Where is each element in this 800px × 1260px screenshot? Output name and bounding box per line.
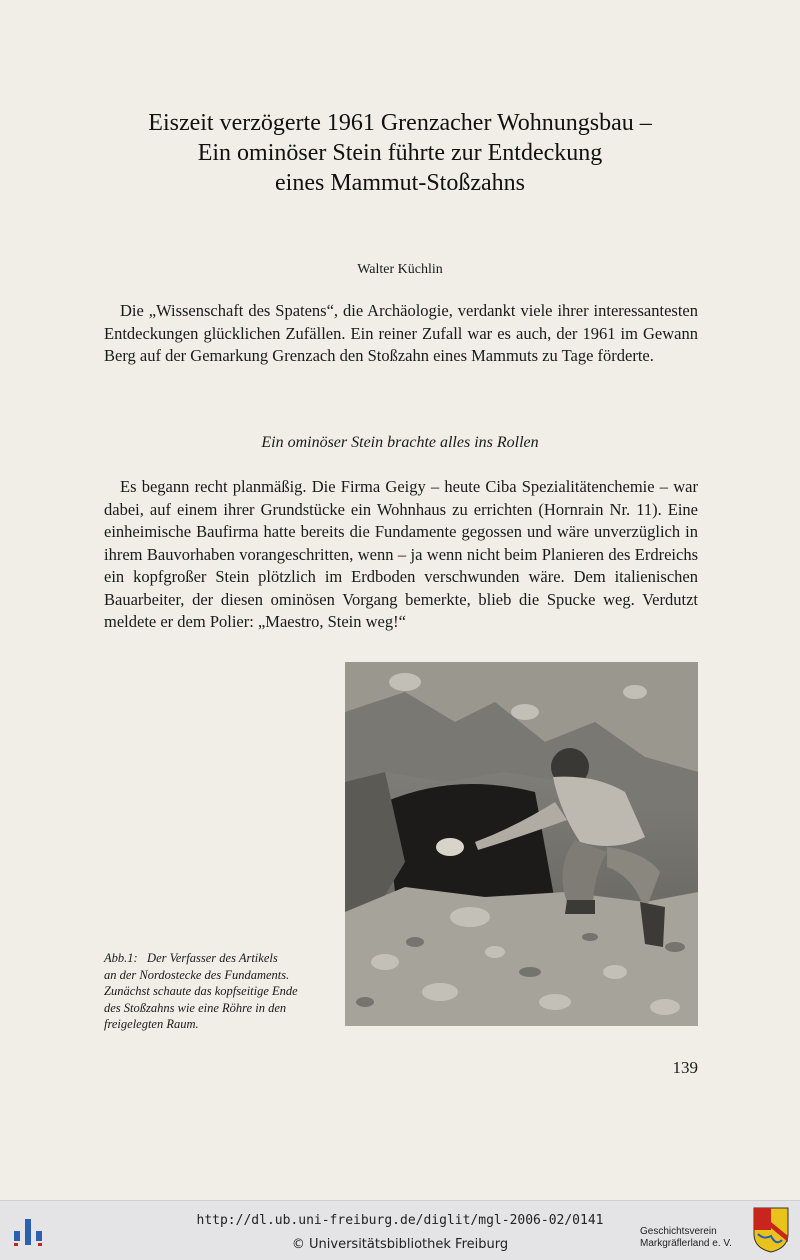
excavation-photo-image	[345, 662, 698, 1026]
excavation-photo	[345, 662, 698, 1026]
society-name	[640, 1226, 732, 1250]
caption-line-3: Zunächst schaute das kopfseitige Ende	[104, 984, 298, 998]
caption-line-5: freigelegten Raum.	[104, 1017, 199, 1031]
paragraph-story: Es begann recht planmäßig. Die Firma Geigy – heute Ciba Spezialitätenchemie – war dabei, auf einem ihrer Grundstücke ein Wohnhaus zu errichten (Hornrain Nr. 11). Eine einheimische Baufirma hatte bereits die Fundamente gegossen und wäre unverzüglich in ihrem Bauvorhaben vorangeschritten, wenn – ja wenn nicht beim Planieren des Erdreichs ein kopfgroßer Stein plötzlich im Erdboden verschwunden wäre. Dem italienischen Bauarbeiter, der diesen ominösen Vorgang bemerkte, blieb die Spucke weg. Verdutzt meldete er dem Polier: „Maestro, Stein weg!“	[104, 477, 698, 631]
section-subheading: Ein ominöser Stein brachte alles ins Rollen	[261, 434, 539, 451]
article-title	[60, 108, 740, 198]
society-line-1: Geschichtsverein	[640, 1226, 717, 1237]
coat-of-arms-icon	[752, 1206, 790, 1254]
society-line-2: Markgräflerland e. V.	[640, 1238, 732, 1249]
title-line-1: Eiszeit verzögerte 1961 Grenzacher Wohnungsbau –	[148, 110, 652, 136]
title-line-3: eines Mammut-Stoßzahns	[275, 170, 525, 196]
copyright-notice: © Universitätsbibliothek Freiburg	[291, 1237, 509, 1252]
caption-line-1: Abb.1: Der Verfasser des Artikels	[104, 951, 278, 965]
document-url[interactable]: http://dl.ub.uni-freiburg.de/diglit/mgl-2006-02/0141	[196, 1213, 604, 1228]
caption-line-2: an der Nordostecke des Fundaments.	[104, 967, 290, 982]
title-line-2: Ein ominöser Stein führte zur Entdeckung	[197, 140, 603, 166]
paragraph-intro: Die „Wissenschaft des Spatens“, die Archäologie, verdankt viele ihrer interessantesten Entdeckungen glücklichen Zufällen. Ein reiner Zufall war es auch, der 1961 im Gewann Berg auf der Gemarkung Grenzach den Stoßzahn eines Mammuts zu Tage förderte.	[104, 301, 698, 365]
caption-line-4: des Stoßzahns wie eine Röhre in den	[104, 1000, 287, 1015]
author-name: Walter Küchlin	[357, 262, 443, 277]
page-number: 139	[672, 1058, 698, 1077]
figure-caption	[104, 950, 326, 1033]
